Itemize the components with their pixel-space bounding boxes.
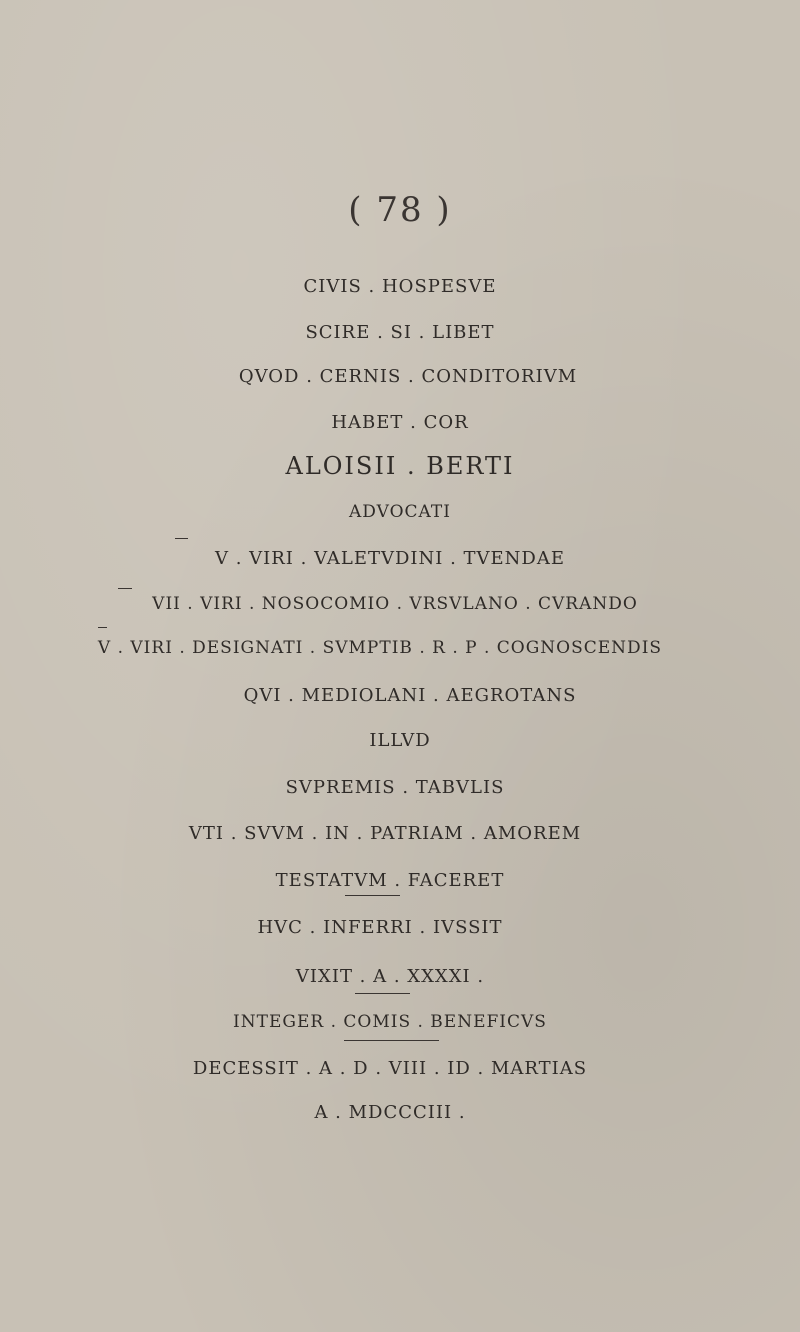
inscription-line: QVI . MEDIOLANI . AEGROTANS: [243, 685, 577, 706]
inscription-line: TESTATVM . FACERET: [275, 870, 505, 891]
inscription-line: HABET . COR: [331, 412, 469, 433]
numeral-overline: [98, 627, 107, 628]
inscription-date: A . MDCCCIII .: [314, 1102, 466, 1123]
inscription-line: V . VIRI . VALETVDINI . TVENDAE: [214, 548, 565, 569]
inscription-line: QVOD . CERNIS . CONDITORIVM: [238, 366, 578, 387]
inscription-line: V . VIRI . DESIGNATI . SVMPTIB . R . P . COGNOSCENDIS: [97, 638, 663, 658]
numeral-overline: [118, 588, 132, 589]
inscription-name: ALOISII . BERTI: [285, 452, 515, 480]
inscription-line: HVC . INFERRI . IVSSIT: [257, 917, 503, 938]
inscription-line: ILLVD: [369, 730, 431, 751]
numeral-overline: [345, 895, 400, 896]
numeral-overline: [355, 993, 410, 994]
inscription-line: VIXIT . A . XXXXI .: [295, 966, 485, 987]
inscription-line: CIVIS . HOSPESVE: [303, 276, 497, 297]
inscription-line: DECESSIT . A . D . VIII . ID . MARTIAS: [192, 1058, 588, 1079]
inscription-line: VII . VIRI . NOSOCOMIO . VRSVLANO . CVRANDO: [152, 594, 638, 614]
numeral-overline: [344, 1040, 439, 1041]
inscription-line: INTEGER . COMIS . BENEFICVS: [233, 1012, 547, 1032]
inscription-line: SVPREMIS . TABVLIS: [285, 777, 505, 798]
inscription-line: SCIRE . SI . LIBET: [305, 322, 495, 343]
page-number: ( 78 ): [348, 190, 452, 230]
inscription-line: VTI . SVVM . IN . PATRIAM . AMOREM: [188, 823, 582, 844]
inscription-line: ADVOCATI: [349, 502, 451, 522]
numeral-overline: [175, 538, 188, 539]
